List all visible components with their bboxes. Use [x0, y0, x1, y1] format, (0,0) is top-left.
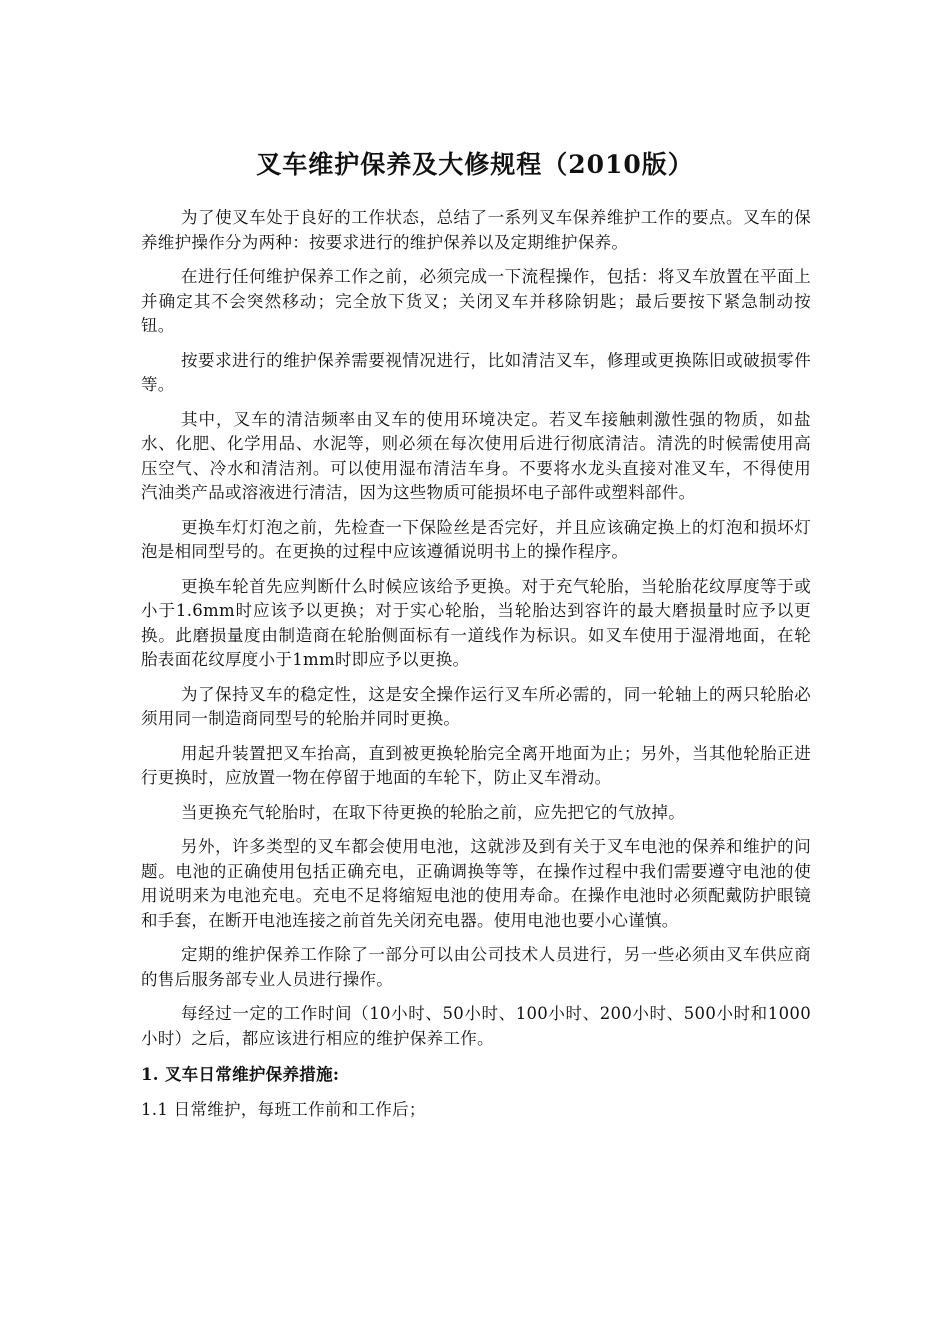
- paragraph-deflate: 当更换充气轮胎时，在取下待更换的轮胎之前，应先把它的气放掉。: [181, 802, 685, 822]
- paragraph-battery: 另外，许多类型的叉车都会使用电池，这就涉及到有关于叉车电池的保养和维护的问题。电池的正确使用包括正确充电，正确调换等等，在操作过程中我们需要遵守电池的使用说明来为电池充电。充电不足将缩短电池的使用寿命。在操作电池时必须配戴防护眼镜和手套，在断开电池连接之前首先关闭充电器。使用电池也要小心谨慎。: [141, 837, 811, 930]
- paragraph-on-demand: 按要求进行的维护保养需要视情况进行，比如清洁叉车，修理或更换陈旧或破损零件等。: [141, 350, 811, 394]
- section-subitem: 1.1 日常维护，每班工作前和工作后；: [141, 1099, 426, 1119]
- paragraph-cleaning: 其中，叉车的清洁频率由叉车的使用环境决定。若叉车接触刺激性强的物质，如盐水、化肥、化学用品、水泥等，则必须在每次使用后进行彻底清洁。清洗的时候需使用高压空气、冷水和清洁剂。可以使用湿布清洁车身。不要将水龙头直接对准叉车，不得使用汽油类产品或溶液进行清洁，因为这些物质可能损坏电子部件或塑料部件。: [141, 409, 811, 502]
- paragraph-intro: 为了使叉车处于良好的工作状态，总结了一系列叉车保养维护工作的要点。叉车的保养维护操作分为两种：按要求进行的维护保养以及定期维护保养。: [141, 208, 811, 252]
- section-heading: 1. 叉车日常维护保养措施:: [141, 1065, 340, 1084]
- paragraph-stability: 为了保持叉车的稳定性，这是安全操作运行叉车所必需的，同一轮轴上的两只轮胎必须用同一制造商同型号的轮胎并同时更换。: [141, 684, 811, 728]
- paragraph-intervals: 每经过一定的工作时间（10小时、50小时、100小时、200小时、500小时和1000小时）之后，都应该进行相应的维护保养工作。: [141, 1004, 811, 1048]
- paragraph-lifting: 用起升装置把叉车抬高，直到被更换轮胎完全离开地面为止；另外，当其他轮胎正进行更换时，应放置一物在停留于地面的车轮下，防止叉车滑动。: [141, 743, 811, 787]
- document-title: 叉车维护保养及大修规程（2010版）: [256, 150, 694, 179]
- paragraph-bulb-replacement: 更换车灯灯泡之前，先检查一下保险丝是否完好，并且应该确定换上的灯泡和损坏灯泡是相同型号的。在更换的过程中应该遵循说明书上的操作程序。: [141, 517, 811, 561]
- paragraph-wheel-replacement: 更换车轮首先应判断什么时候应该给予更换。对于充气轮胎，当轮胎花纹厚度等于或小于1.6mm时应该予以更换；对于实心轮胎，当轮胎达到容许的最大磨损量时应予以更换。此磨损量度由制造商在轮胎侧面标有一道线作为标识。如叉车使用于湿滑地面，在轮胎表面花纹厚度小于1mm时即应予以更换。: [141, 576, 811, 669]
- paragraph-periodic: 定期的维护保养工作除了一部分可以由公司技术人员进行，另一些必须由叉车供应商的售后服务部专业人员进行操作。: [141, 945, 811, 989]
- paragraph-preparation: 在进行任何维护保养工作之前，必须完成一下流程操作，包括：将叉车放置在平面上并确定其不会突然移动；完全放下货叉；关闭叉车并移除钥匙；最后要按下紧急制动按钮。: [141, 267, 811, 335]
- document-body: [141, 206, 811, 1122]
